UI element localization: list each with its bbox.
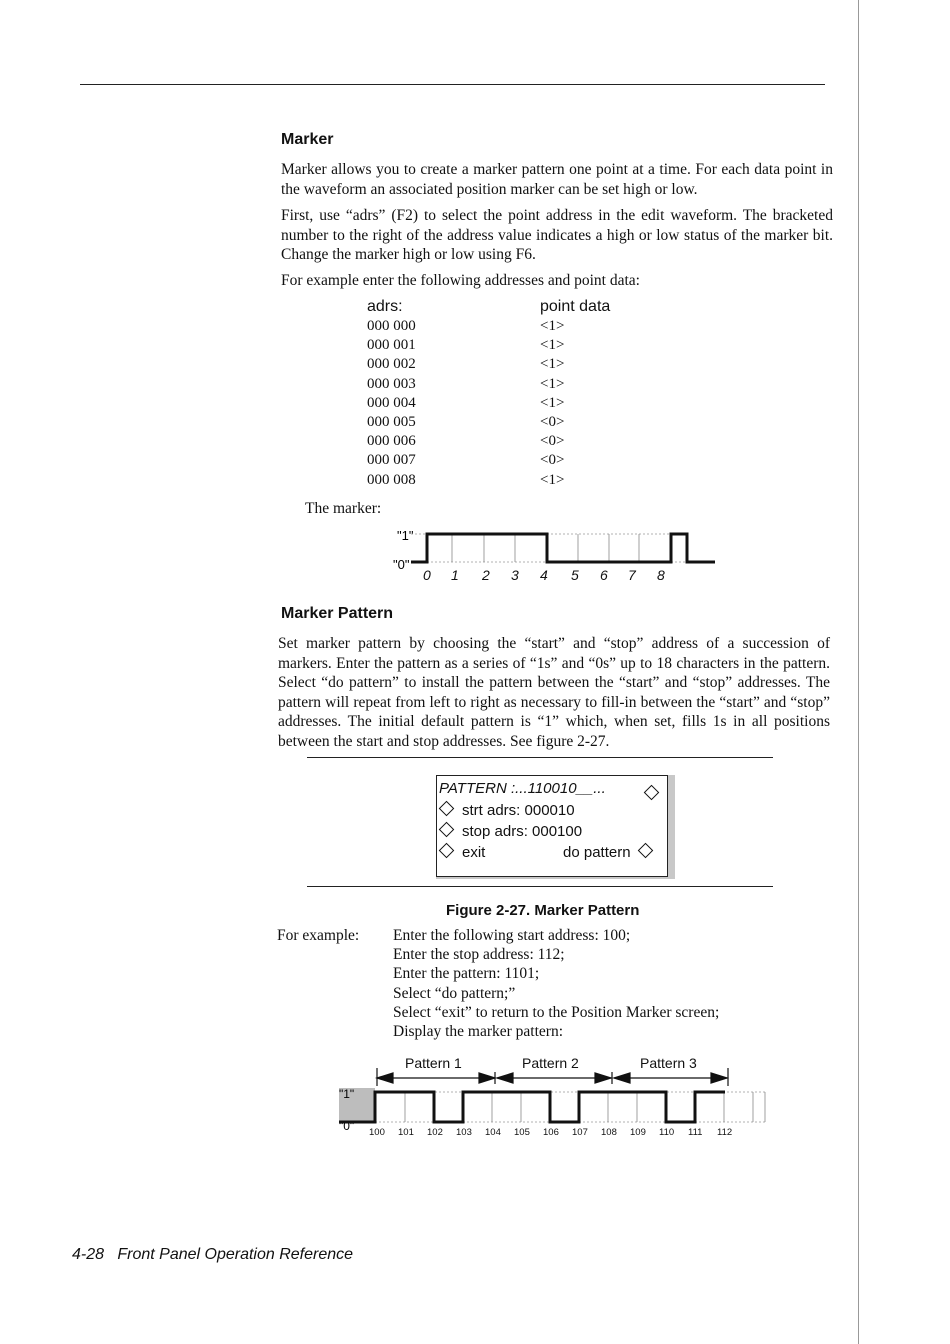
step-item: Select “exit” to return to the Position Marker screen; (393, 1003, 720, 1021)
cell-dividers (405, 1092, 765, 1122)
address-column (367, 317, 416, 490)
marker-waveform-diagram (385, 522, 725, 588)
screen-pattern-text: PATTERN :...110010__... (439, 780, 606, 797)
screen-exit-option[interactable] (441, 844, 485, 861)
point-data-cell: <1> (540, 375, 565, 392)
point-data-cell: <0> (540, 433, 565, 450)
tick-label: 104 (485, 1127, 501, 1138)
step-item: Display the marker pattern: (393, 1023, 564, 1041)
pattern-label: Pattern 1 (405, 1055, 462, 1071)
pattern-label: Pattern 2 (522, 1055, 579, 1071)
stop-address-text: stop adrs: 000100 (462, 823, 583, 840)
figure-bottom-rule (307, 886, 773, 887)
step-item: Select “do pattern;” (393, 984, 516, 1002)
tick-label: 2 (482, 567, 490, 583)
address-cell: 000 008 (367, 471, 416, 488)
marker-pattern-paragraph: Set marker pattern by choosing the “start” and “stop” address of a succession of markers. Enter the pattern as a series of “1s” and “0s” up to 18 characters in the pattern. Select “do pattern” to install the pattern between the “start” and “stop” addresses. The pattern will repeat from left to right as necessary to fill-in between the “start” and “stop” addresses. The initial default pattern is “1” which, when set, fills 1s in all positions between the start and stop addresses. See figure 2-27. (278, 635, 830, 750)
point-data-cell: <1> (540, 337, 565, 354)
diagram2-high-label: "1" (339, 1087, 355, 1101)
address-cell: 000 001 (367, 337, 416, 354)
tick-label: 108 (601, 1127, 617, 1138)
diagram-high-label: "1" (397, 528, 414, 543)
screen-do-pattern-option[interactable] (563, 844, 651, 861)
address-cell: 000 007 (367, 452, 416, 469)
start-address-text: strt adrs: 000010 (462, 802, 575, 819)
point-data-cell: <1> (540, 394, 565, 411)
diamond-icon (439, 843, 455, 859)
steps-list (393, 926, 793, 1041)
marker-heading: Marker (281, 131, 334, 148)
point-data-cell: <1> (540, 356, 565, 373)
step-item: Enter the stop address: 112; (393, 946, 565, 964)
step-item: Enter the following start address: 100; (393, 927, 631, 944)
diamond-icon (439, 822, 455, 838)
screen-start-address[interactable] (441, 802, 575, 819)
address-cell: 000 000 (367, 318, 416, 334)
tick-label: 8 (657, 567, 665, 583)
tick-label: 111 (688, 1127, 703, 1138)
address-cell: 000 005 (367, 414, 416, 431)
tick-label: 1 (451, 567, 459, 583)
marker-paragraph-1: Marker allows you to create a marker pattern one point at a time. For each data point in the waveform an associated position marker can be set high or low. (281, 161, 833, 198)
tick-label: 105 (514, 1127, 530, 1138)
tick-label: 110 (659, 1127, 675, 1138)
address-cell: 000 006 (367, 433, 416, 450)
marker-waveform (411, 534, 715, 562)
address-cell: 000 003 (367, 375, 416, 392)
pattern-label: Pattern 3 (640, 1055, 697, 1071)
tick-label: 107 (572, 1127, 588, 1138)
point-data-cell: <1> (540, 318, 565, 334)
screen-shadow (667, 775, 675, 879)
do-pattern-text: do pattern (563, 844, 631, 861)
tick-label: 109 (630, 1127, 646, 1138)
marker-paragraph-2: First, use “adrs” (F2) to select the point address in the edit waveform. The bracketed number to the right of the address value indicates a high or low status of the marker bit. Change the marker high or low using F6. (281, 207, 833, 263)
diagram2-low-label: "0" (339, 1119, 355, 1133)
address-cell: 000 002 (367, 356, 416, 373)
figure-caption: Figure 2-27. Marker Pattern (446, 902, 640, 919)
tick-label: 5 (571, 567, 579, 583)
diamond-icon (439, 801, 455, 817)
tick-label: 4 (540, 567, 548, 583)
marker-pattern-diagram (335, 1050, 775, 1140)
page-edge-rule (858, 0, 859, 1344)
point-data-cell: <0> (540, 452, 565, 469)
address-cell: 000 004 (367, 394, 416, 411)
figure-top-rule (307, 757, 773, 758)
marker-diagram-label: The marker: (305, 500, 382, 517)
step-item: Enter the pattern: 1101; (393, 965, 540, 983)
page-footer: 4-28 Front Panel Operation Reference (72, 1246, 354, 1263)
tick-label: 102 (427, 1127, 443, 1138)
tick-label: 103 (456, 1127, 472, 1138)
point-data-column (540, 317, 564, 490)
for-example-label: For example: (277, 927, 360, 944)
marker-paragraph-3: For example enter the following addresses and point data: (281, 272, 640, 289)
top-rule (80, 84, 825, 85)
tick-label: 100 (369, 1127, 385, 1138)
point-data-cell: <1> (540, 471, 565, 488)
diamond-icon (637, 843, 653, 859)
tick-label: 112 (717, 1127, 733, 1138)
screen-pattern-line[interactable] (439, 780, 606, 797)
tick-label: 7 (628, 567, 636, 583)
tick-label: 6 (600, 567, 608, 583)
table-header-point-data: point data (540, 298, 611, 315)
tick-labels (369, 1127, 732, 1138)
marker-pattern-heading: Marker Pattern (281, 605, 394, 622)
point-data-cell: <0> (540, 414, 565, 431)
table-header-adrs: adrs: (367, 298, 403, 315)
tick-label: 3 (511, 567, 519, 583)
diagram-low-label: "0" (393, 557, 410, 572)
pattern-screen (436, 775, 668, 877)
tick-labels (423, 567, 665, 583)
screen-stop-address[interactable] (441, 823, 582, 840)
tick-label: 101 (398, 1127, 414, 1138)
tick-label: 106 (543, 1127, 559, 1138)
diamond-icon[interactable] (644, 785, 660, 801)
exit-text: exit (462, 844, 486, 861)
tick-label: 0 (423, 567, 431, 583)
pattern-waveform (339, 1092, 725, 1122)
